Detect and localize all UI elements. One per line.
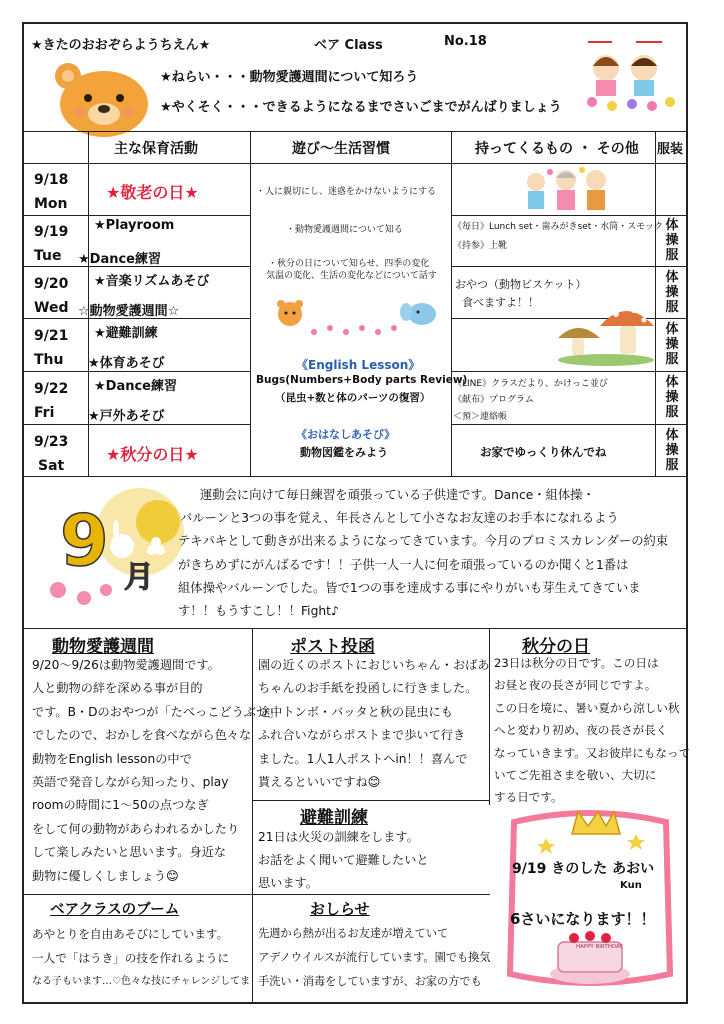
- class-name: ベア Class: [314, 38, 383, 53]
- clothes-cell: 体操服: [665, 270, 679, 315]
- body-line: この日を境に、暑い夏から涼しい秋: [494, 700, 680, 715]
- bring-daily: 《毎日》Lunch set・歯みがきset・水筒・スモック: [453, 222, 664, 232]
- activity-text: ★戸外あそび: [88, 409, 165, 424]
- drill-title: 避難訓練: [300, 808, 368, 828]
- lower-row-line: [22, 894, 253, 895]
- play-line: ・動物愛護週間について知る: [286, 225, 403, 235]
- dow-cell: Sat: [38, 458, 65, 474]
- promise-text: ★やくそく・・・できるようになるまでさいごまでがんばりましょう: [160, 100, 562, 115]
- message-line: 組体操やバルーンでした。皆で1つの事を達成する事にやりがいも芽生えてきていま: [178, 580, 641, 595]
- lower-section-line: [22, 628, 688, 629]
- activity-text: ★Dance練習: [78, 252, 161, 267]
- body-line: 手洗い・消毒をしていますが、お家の方でも: [258, 975, 482, 988]
- bear-face-icon: [52, 58, 152, 138]
- body-line: 先週から熱が出るお友達が増えていて: [258, 927, 449, 940]
- body-line: 21日は火災の訓練をします。: [258, 830, 419, 844]
- activity-text: ★Playroom: [94, 218, 175, 233]
- notice-title: おしらせ: [310, 900, 370, 918]
- body-line: でしたので、おかしを食べながら色々な: [32, 728, 252, 743]
- dow-cell: Fri: [34, 405, 55, 421]
- date-cell: 9/19: [34, 224, 69, 240]
- bring-line: 《献布》プログラム: [453, 395, 534, 405]
- message-line: テキパキとして動きが出来るようになってきています。今月のプロミスカレンダーの約束: [178, 534, 669, 549]
- snack-note: 食べますよ！！: [462, 296, 539, 309]
- message-line: がきちめずにがんばるです！！子供一人一人に何を頑張っているのか聞くと1番は: [178, 557, 629, 572]
- bring-line: 《LINE》クラスだより、かけっこ並び: [453, 379, 608, 389]
- row-line: [451, 424, 688, 425]
- body-line: 英語で発音しながら知ったり、play: [32, 775, 229, 790]
- body-line: 思います。: [258, 876, 318, 890]
- school-name: ★きたのおおぞらようちえん★: [31, 38, 211, 53]
- bring-shoes: 《持参》上靴: [453, 241, 508, 251]
- birthday-card: [494, 804, 686, 1002]
- body-line: へと変わり初め、夜の長さが長く: [494, 723, 668, 738]
- body-line: いてご先祖さまを敬い、大切に: [494, 768, 657, 783]
- boom-body: [32, 922, 250, 994]
- play-line: ・人に親切にし、迷惑をかけないようにする: [256, 187, 437, 197]
- body-line: お話をよく聞いて避難したいと: [258, 853, 429, 867]
- header-bring: 持ってくるもの ・ その他: [475, 141, 639, 157]
- activity-text: ★音楽リズムあそび: [94, 274, 210, 289]
- body-line: ました。1人1人ポストへin！！喜んで: [258, 751, 468, 766]
- body-line: です。B・Dのおやつが「たべっこどうぶつ」: [32, 704, 281, 719]
- header-clothes: 服装: [657, 142, 684, 157]
- notice-body: [258, 922, 491, 994]
- row-line: [451, 266, 688, 267]
- activity-holiday: ★秋分の日★: [106, 445, 199, 464]
- birthday-kun: Kun: [620, 880, 642, 891]
- row-line: [451, 371, 688, 372]
- body-line: する日です。: [494, 790, 563, 805]
- body-line: 人と動物の絆を深める事が目的: [32, 681, 203, 696]
- activity-holiday: ★敬老の日★: [106, 183, 199, 202]
- mushrooms-illustration: [556, 296, 656, 368]
- date-cell: 9/20: [34, 276, 69, 292]
- body-line: 23日は秋分の日です。この日は: [494, 656, 659, 670]
- month-number: 9: [60, 500, 109, 582]
- boom-title: ベアクラスのブーム: [50, 902, 180, 918]
- header-activities: 主な保育活動: [114, 141, 198, 157]
- equinox-title: 秋分の日: [522, 637, 590, 657]
- row-line: [22, 424, 251, 425]
- grandparents-illustration: [516, 164, 616, 214]
- body-line: なる子もいます…♡色々な技にチャレンジしてま: [32, 976, 251, 987]
- aim-text: ★ねらい・・・動物愛護週間について知ろう: [160, 70, 419, 85]
- cake-label: HAPPY BIRTHDAY: [576, 944, 623, 950]
- message-line: バルーンと3つの事を覚え、年長さんとして小さなお友達のお手本になれるよう: [180, 511, 619, 526]
- body-line: 動物に優しくしましょう😊: [32, 868, 179, 883]
- clothes-cell: 体操服: [665, 428, 679, 473]
- post-title: ポスト投函: [290, 637, 375, 657]
- dow-cell: Thu: [34, 352, 64, 368]
- dow-cell: Tue: [34, 248, 62, 264]
- story-text: 動物図鑑をみよう: [300, 446, 388, 459]
- snack-note: おやつ（動物ビスケット）: [455, 278, 587, 291]
- date-cell: 9/21: [34, 328, 69, 344]
- english-lesson-sub: （昆虫+数と体のパーツの復習）: [275, 392, 431, 404]
- birthday-name: 9/19 きのした あおい: [512, 861, 655, 877]
- date-cell: 9/23: [34, 434, 69, 450]
- body-line: 9/20〜9/26は動物愛護週間です。: [32, 658, 220, 672]
- body-line: 途中トンボ・バッタと秋の昆虫にも: [258, 704, 453, 719]
- body-line: 一人で「はうき」の技を作れるように: [32, 951, 230, 965]
- body-line: 園の近くのポストにおじいちゃん・おばあ: [258, 658, 490, 672]
- body-line: 動物をEnglish lessonの中で: [32, 751, 192, 766]
- clothes-cell: 体操服: [665, 375, 679, 420]
- activity-text: ★避難訓練: [94, 326, 158, 341]
- table-bottom-line: [22, 476, 688, 477]
- english-lesson-text: Bugs(Numbers+Body parts Review): [256, 374, 468, 386]
- message-line: す！！もうすこし！！Fight♪: [178, 604, 339, 619]
- post-body: [258, 654, 490, 794]
- story-title: 《おはなしあそび》: [296, 428, 396, 441]
- row-line: [451, 215, 688, 216]
- message-line: 運動会に向けて毎日練習を頑張っている子供達です。Dance・組体操・: [200, 488, 595, 502]
- body-line: ちゃんのお手紙を投函しに行きました。: [258, 681, 478, 696]
- body-line: ふれ合いながらポストまで歩いて行き: [258, 728, 466, 743]
- row-line: [22, 371, 251, 372]
- dow-cell: Mon: [34, 196, 68, 212]
- date-cell: 9/18: [34, 172, 69, 188]
- body-line: をして何の動物があらわれるかしたり: [32, 821, 240, 836]
- animals-flowers-illustration: [266, 292, 446, 340]
- dow-cell: Wed: [34, 300, 69, 316]
- bring-line: ＜預＞連絡帳: [453, 412, 508, 422]
- body-line: なっていきます。又お彼岸にもなって: [494, 745, 691, 760]
- lower-row-line: [252, 800, 490, 801]
- date-cell: 9/22: [34, 381, 69, 397]
- kids-flowers-illustration: [580, 36, 680, 114]
- animal-week-body: [32, 654, 280, 888]
- birthday-age: 6さいになります！！: [510, 910, 656, 928]
- drill-body: [258, 826, 429, 895]
- row-line: [22, 215, 251, 216]
- body-line: 貰えるといいですね😊: [258, 775, 381, 790]
- equinox-body: [494, 652, 690, 809]
- activity-text: ★体育あそび: [88, 356, 165, 371]
- activity-text: ☆動物愛護週間☆: [78, 304, 180, 319]
- body-line: アデノウイルスが流行しています。園でも換気: [258, 951, 491, 964]
- clothes-cell: 体操服: [665, 322, 679, 367]
- body-line: して楽しみたいと思います。身近な: [32, 845, 227, 860]
- header-play: 遊び〜生活習慣: [292, 141, 390, 157]
- month-unit: 月: [124, 560, 154, 595]
- animal-week-title: 動物愛護週間: [52, 637, 154, 657]
- play-line: ・秋分の日について知らせ、四季の変化: [268, 259, 430, 269]
- clothes-cell: 体操服: [665, 218, 679, 263]
- rest-at-home: お家でゆっくり休んでね: [480, 445, 607, 459]
- activity-text: ★Dance練習: [94, 379, 177, 394]
- issue-number: No.18: [444, 34, 487, 49]
- header-divider: [22, 131, 688, 132]
- body-line: あやとりを自由あそびにしています。: [32, 927, 229, 941]
- month-message: [178, 484, 668, 623]
- body-line: お昼と夜の長さが同じですよ。: [494, 678, 657, 693]
- play-line: 気温の変化、生活の変化などについて話す: [266, 271, 437, 281]
- body-line: roomの時間に1〜50の点つなぎ: [32, 798, 209, 813]
- english-lesson-title: 《English Lesson》: [296, 358, 421, 372]
